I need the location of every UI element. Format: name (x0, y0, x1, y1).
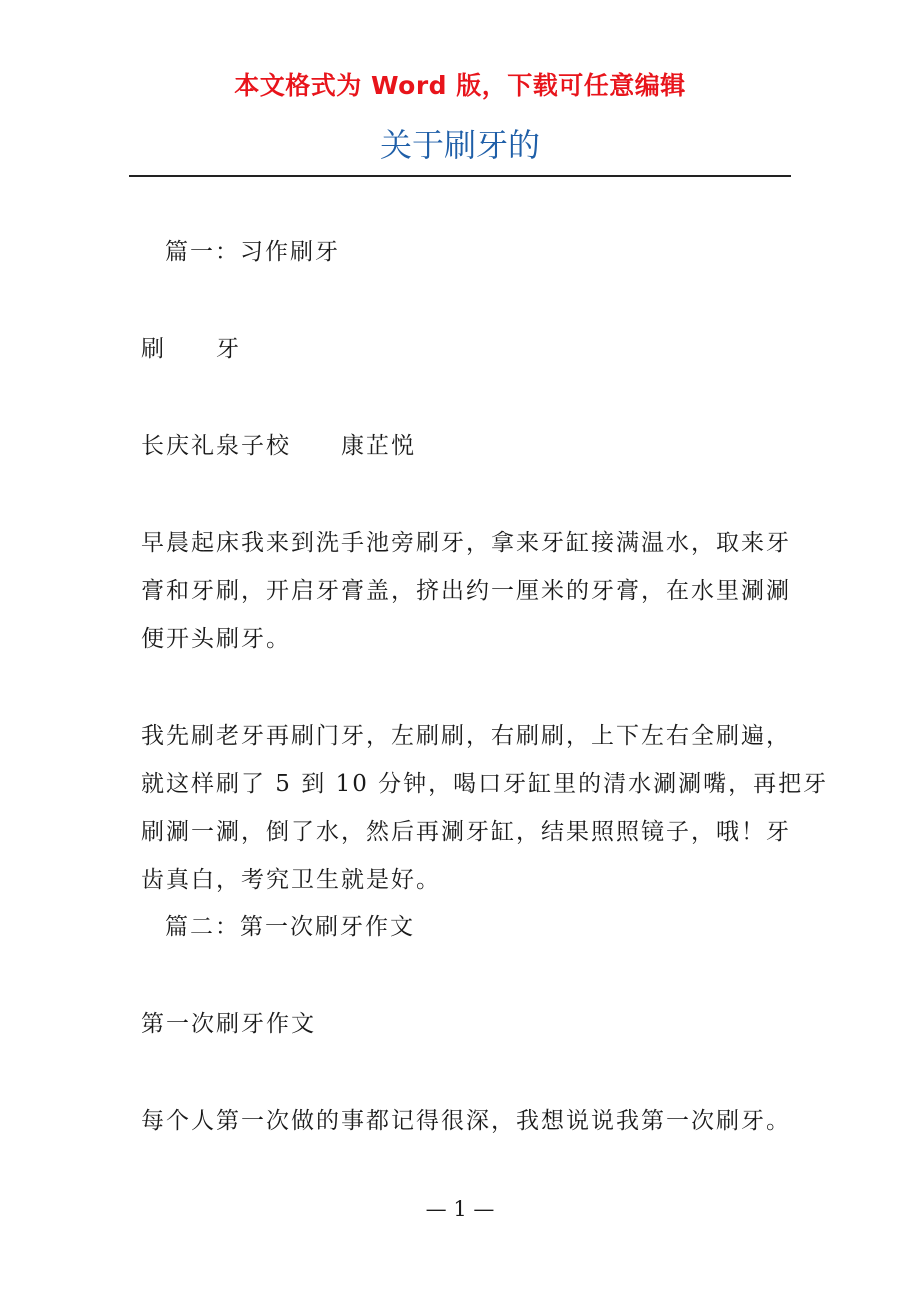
essay-title-1: 刷 牙 (141, 336, 241, 362)
paragraph-2-line-1: 我先刷老牙再刷门牙，左刷刷，右刷刷，上下左右全刷遍， (141, 723, 791, 749)
page-number: — 1 — (425, 1197, 495, 1221)
paragraph-2-line-3: 刷涮一涮，倒了水，然后再涮牙缸，结果照照镜子，哦！牙 (141, 819, 791, 845)
section-heading-1: 篇一：习作刷牙 (165, 239, 340, 265)
section-heading-2: 篇二：第一次刷牙作文 (165, 914, 415, 940)
essay-title-2: 第一次刷牙作文 (141, 1011, 316, 1037)
paragraph-2-line-4: 齿真白，考究卫生就是好。 (141, 867, 441, 893)
paragraph-1-line-1: 早晨起床我来到洗手池旁刷牙，拿来牙缸接满温水，取来牙 (141, 530, 791, 556)
paragraph-2-line-2: 就这样刷了 5 到 10 分钟，喝口牙缸里的清水涮涮嘴，再把牙 (141, 771, 829, 797)
paragraph-3-line-1: 每个人第一次做的事都记得很深，我想说说我第一次刷牙。 (141, 1108, 791, 1134)
paragraph-1-line-3: 便开头刷牙。 (141, 626, 291, 652)
title-divider (129, 175, 791, 177)
paragraph-1-line-2: 膏和牙刷，开启牙膏盖，挤出约一厘米的牙膏，在水里涮涮 (141, 578, 791, 604)
document-title: 关于刷牙的 (379, 126, 540, 164)
essay-author: 长庆礼泉子校 康芷悦 (141, 433, 416, 459)
format-notice: 本文格式为 Word 版，下载可任意编辑 (234, 71, 686, 100)
